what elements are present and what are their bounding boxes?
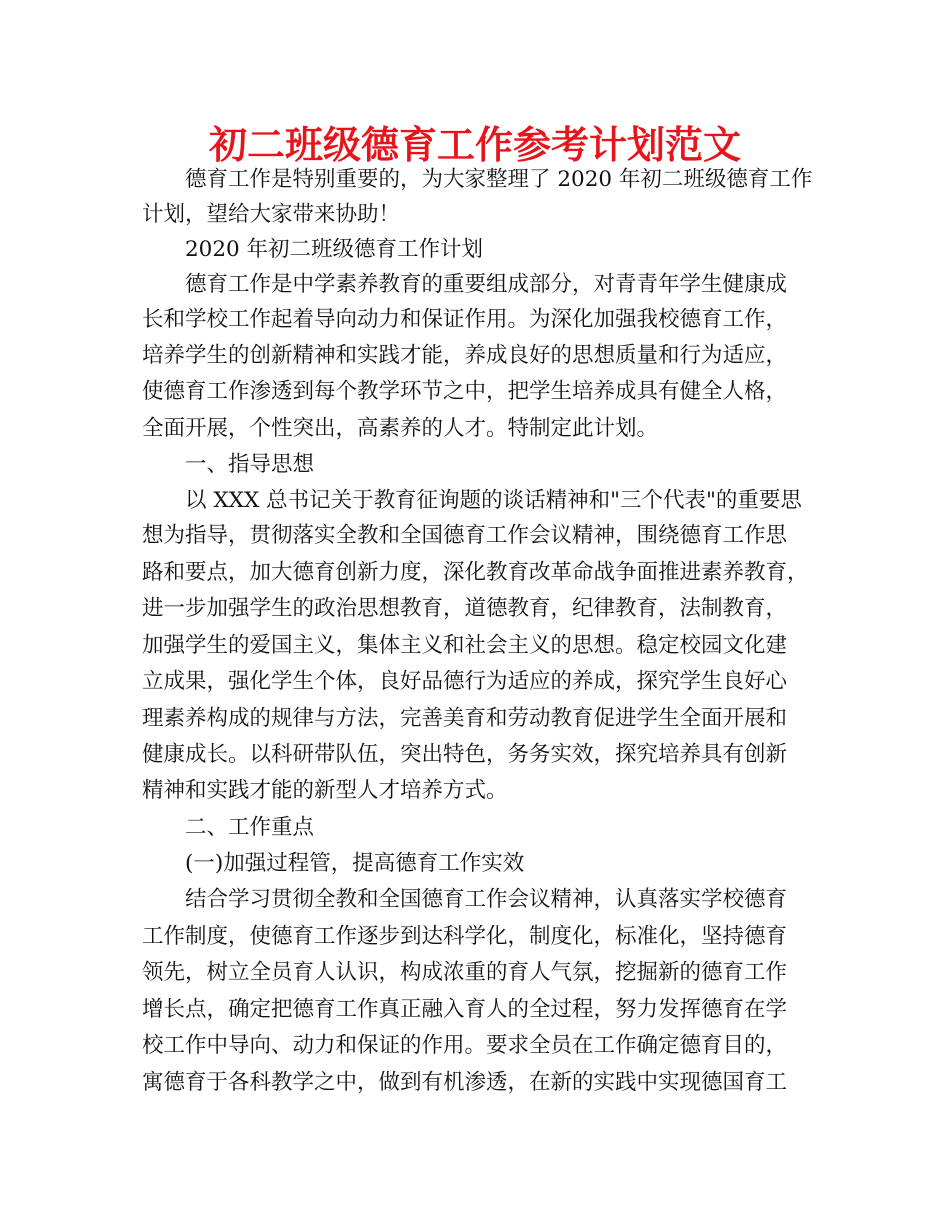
paragraph-line: 路和要点，加大德育创新力度，深化教育改革命战争面推进素养教育， (142, 560, 809, 585)
paragraph-line: 以 XXX 总书记关于教育征询题的谈话精神和"三个代表"的重要思 (185, 488, 802, 513)
paragraph-line: 寓德育于各科教学之中，做到有机渗透，在新的实践中实现德国育工 (142, 1070, 788, 1095)
paragraph-line: 增长点，确定把德育工作真正融入育人的全过程，努力发挥德育在学 (142, 997, 788, 1022)
paragraph-line: 加强学生的爱国主义，集体主义和社会主义的思想。稳定校园文化建 (142, 633, 788, 658)
paragraph-line: 立成果，强化学生个体，良好品德行为适应的养成，探究学生良好心 (142, 669, 788, 694)
intro-line-2: 计划，望给大家带来协助！ (142, 202, 401, 227)
paragraph-line: 使德育工作渗透到每个教学环节之中，把学生培养成具有健全人格， (142, 379, 788, 404)
subsection-heading-1: (一)加强过程管，提高德育工作实效 (185, 851, 525, 876)
paragraph-line: 长和学校工作起着导向动力和保证作用。为深化加强我校德育工作， (142, 307, 788, 332)
paragraph-line: 工作制度，使德育工作逐步到达科学化，制度化，标准化，坚持德育 (142, 924, 788, 949)
section-heading-2: 二、工作重点 (185, 815, 315, 840)
paragraph-line: 培养学生的创新精神和实践才能，养成良好的思想质量和行为适应， (142, 343, 788, 368)
paragraph-line: 结合学习贯彻全教和全国德育工作会议精神，认真落实学校德育 (185, 887, 788, 912)
paragraph-line: 领先，树立全员育人认识，构成浓重的育人气氛，挖掘新的德育工作 (142, 960, 788, 985)
paragraph-line: 精神和实践才能的新型人才培养方式。 (142, 778, 508, 803)
paragraph-line: 校工作中导向、动力和保证的作用。要求全员在工作确定德育目的， (142, 1033, 788, 1058)
paragraph-line: 健康成长。以科研带队伍，突出特色，务务实效，探究培养具有创新 (142, 742, 788, 767)
document-title: 初二班级德育工作参考计划范文 (208, 123, 741, 167)
paragraph-line: 想为指导，贯彻落实全教和全国德育工作会议精神，围绕德育工作思 (142, 523, 788, 548)
paragraph-line: 进一步加强学生的政治思想教育，道德教育，纪律教育，法制教育， (142, 596, 788, 621)
paragraph-line: 理素养构成的规律与方法，完善美育和劳动教育促进学生全面开展和 (142, 706, 788, 731)
paragraph-line: 全面开展，个性突出，高素养的人才。特制定此计划。 (142, 416, 659, 441)
intro-line-1: 德育工作是特别重要的，为大家整理了 2020 年初二班级德育工作 (185, 167, 813, 192)
paragraph-line: 德育工作是中学素养教育的重要组成部分，对青青年学生健康成 (185, 272, 788, 297)
plan-heading: 2020 年初二班级德育工作计划 (185, 237, 484, 262)
section-heading-1: 一、指导思想 (185, 452, 315, 477)
